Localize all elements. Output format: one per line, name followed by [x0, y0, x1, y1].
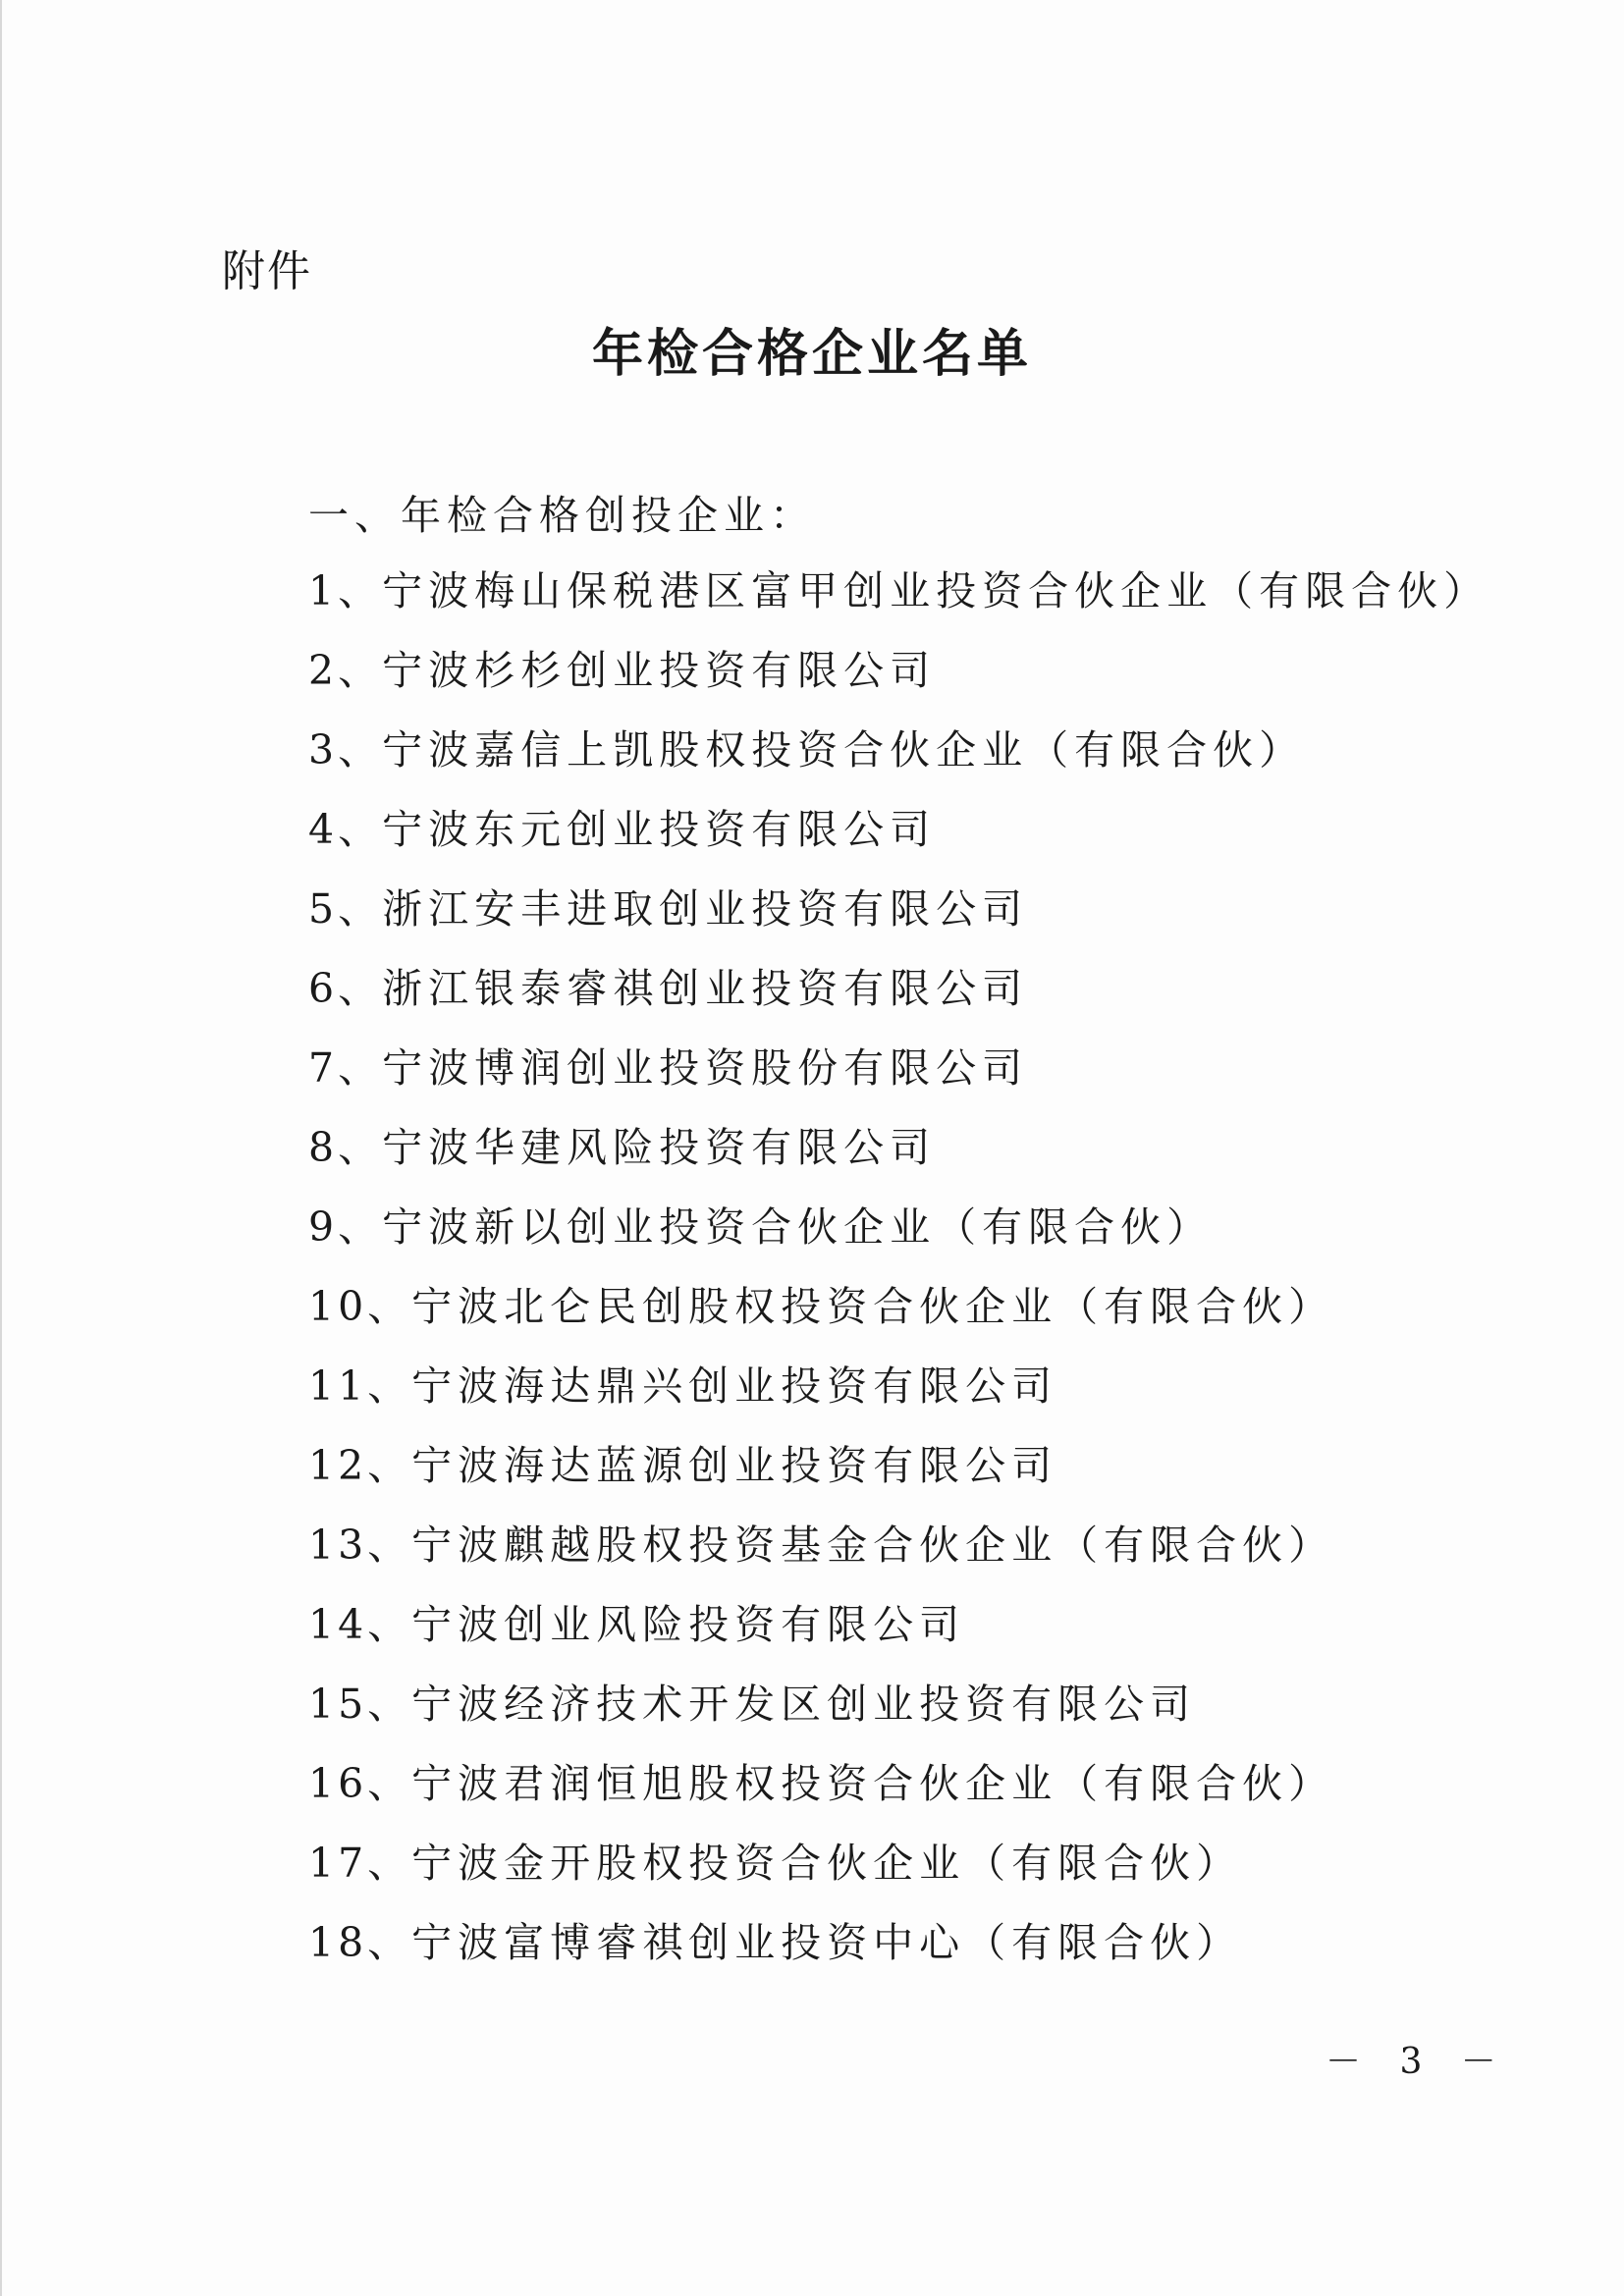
- list-item: [308, 567, 1490, 651]
- item-number: 2、: [308, 647, 383, 694]
- item-number: 5、: [308, 885, 383, 933]
- document-title: 年检合格企业名单: [591, 325, 1032, 384]
- item-number: 3、: [308, 726, 383, 774]
- company-name: 宁波经济技术开发区创业投资有限公司: [411, 1681, 1197, 1728]
- list-item: [308, 726, 1489, 810]
- list-item: [308, 885, 1489, 969]
- company-list: [308, 567, 1490, 2002]
- item-number: 4、: [308, 806, 383, 853]
- company-name: 浙江安丰进取创业投资有限公司: [382, 885, 1029, 933]
- list-item: [308, 647, 1489, 730]
- list-item: [308, 1442, 1489, 1525]
- item-number: 12、: [308, 1442, 412, 1489]
- list-item: [308, 1601, 1489, 1684]
- item-number: 9、: [308, 1203, 383, 1251]
- company-name: 宁波海达鼎兴创业投资有限公司: [411, 1362, 1058, 1410]
- company-name: 宁波华建风险投资有限公司: [382, 1124, 937, 1171]
- company-name: 宁波杉杉创业投资有限公司: [382, 647, 937, 694]
- company-name: 宁波金开股权投资合伙企业（有限合伙）: [411, 1840, 1243, 1887]
- list-item: [308, 1203, 1489, 1287]
- item-number: 8、: [308, 1124, 383, 1171]
- company-name: 宁波创业风险投资有限公司: [411, 1601, 966, 1648]
- item-number: 6、: [308, 965, 383, 1012]
- item-number: 7、: [308, 1044, 383, 1092]
- company-name: 宁波梅山保税港区富甲创业投资合伙企业（有限合伙）: [382, 567, 1490, 614]
- list-item: [308, 1522, 1489, 1605]
- item-number: 18、: [308, 1919, 412, 1966]
- company-name: 宁波麒越股权投资基金合伙企业（有限合伙）: [411, 1522, 1335, 1569]
- company-name: 宁波北仑民创股权投资合伙企业（有限合伙）: [411, 1283, 1335, 1330]
- company-name: 宁波博润创业投资股份有限公司: [382, 1044, 1029, 1092]
- list-item: [308, 965, 1489, 1048]
- list-item: [308, 1124, 1489, 1207]
- company-name: 宁波新以创业投资合伙企业（有限合伙）: [382, 1203, 1214, 1251]
- list-item: [308, 1283, 1489, 1366]
- item-number: 14、: [308, 1601, 412, 1648]
- list-item: [308, 1044, 1489, 1128]
- attachment-label: 附件: [222, 246, 312, 296]
- company-name: 宁波东元创业投资有限公司: [382, 806, 937, 853]
- section-heading: 一、年检合格创投企业：: [308, 492, 816, 539]
- list-item: [308, 1362, 1489, 1446]
- list-item: [308, 1681, 1489, 1764]
- page-number: － 3 －: [1326, 2042, 1510, 2082]
- list-item: [308, 806, 1489, 889]
- list-item: [308, 1840, 1489, 1923]
- item-number: 1、: [308, 567, 383, 614]
- company-name: 宁波君润恒旭股权投资合伙企业（有限合伙）: [411, 1760, 1335, 1807]
- item-number: 17、: [308, 1840, 412, 1887]
- company-name: 宁波嘉信上凯股权投资合伙企业（有限合伙）: [382, 726, 1306, 774]
- list-item: [308, 1919, 1489, 2002]
- list-item: [308, 1760, 1489, 1843]
- item-number: 13、: [308, 1522, 412, 1569]
- company-name: 宁波富博睿祺创业投资中心（有限合伙）: [411, 1919, 1243, 1966]
- company-name: 宁波海达蓝源创业投资有限公司: [411, 1442, 1058, 1489]
- item-number: 10、: [308, 1283, 412, 1330]
- item-number: 16、: [308, 1760, 412, 1807]
- item-number: 15、: [308, 1681, 412, 1728]
- company-name: 浙江银泰睿祺创业投资有限公司: [382, 965, 1029, 1012]
- item-number: 11、: [308, 1362, 412, 1410]
